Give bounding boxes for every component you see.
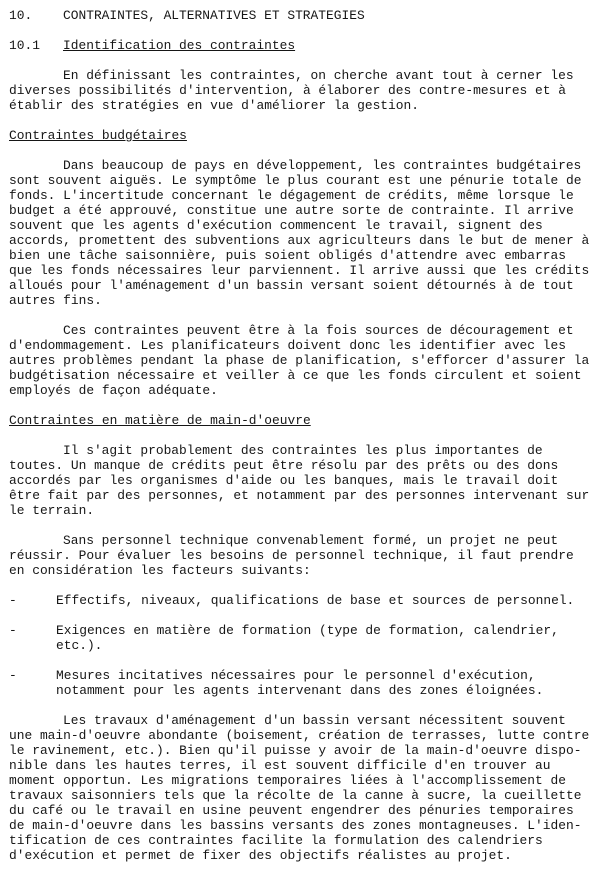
text-line: accordés par les organismes d'aide ou les banques, mais le travail doit [9, 473, 559, 488]
text-line: Ces contraintes peuvent être à la fois sources de découragement et [63, 323, 574, 338]
list-item-text: notamment pour les agents intervenant dans des zones éloignées. [56, 683, 544, 698]
text-line: Dans beaucoup de pays en développement, les contraintes budgétaires [63, 158, 582, 173]
text-line: d'endommagement. Les planificateurs doivent donc les identifier avec les [9, 338, 566, 353]
text-line: toutes. Un manque de crédits peut être résolu par des prêts ou des dons [9, 458, 559, 473]
list-item [9, 668, 589, 698]
list-item-text: Exigences en matière de formation (type de formation, calendrier, [56, 623, 559, 638]
section-number: 10. [9, 8, 33, 23]
text-line: du café ou le travail en usine peuvent engendrer des pénuries temporaires [9, 803, 574, 818]
text-line: nible dans les hautes terres, il est souvent difficile d'en trouver au [9, 758, 551, 773]
text-line: alloués pour l'aménagement d'un bassin versant soient détournés à de tout [9, 278, 574, 293]
text-line: que les fonds nécessaires leur parviennent. Il arrive aussi que les crédits [9, 263, 590, 278]
budget-paragraph-1 [9, 158, 589, 308]
text-line: de main-d'oeuvre dans les bassins versants des zones montagneuses. L'iden- [9, 818, 582, 833]
text-line: réussir. Pour évaluer les besoins de personnel technique, il faut prendre [9, 548, 574, 563]
text-line: budgétisation nécessaire et veiller à ce que les fonds circulent et soient [9, 368, 582, 383]
text-line: Les travaux d'aménagement d'un bassin versant nécessitent souvent [63, 713, 566, 728]
text-line: Il s'agit probablement des contraintes les plus importantes de [63, 443, 543, 458]
text-line: bien une tâche saisonnière, puis soient obligés d'attendre avec embarras [9, 248, 566, 263]
text-line: Sans personnel technique convenablement formé, un projet ne peut [63, 533, 559, 548]
text-line: sont souvent aiguës. Le symptôme le plus courant est une pénurie totale de [9, 173, 582, 188]
text-line: être fait par des personnes, et notamment par des personnes intervenant sur [9, 488, 590, 503]
text-line: d'exécution et permet de fixer des objectifs réalistes au projet. [9, 848, 512, 863]
text-line: une main-d'oeuvre abondante (boisement, création de terrasses, lutte contre [9, 728, 590, 743]
text-line: employés de façon adéquate. [9, 383, 218, 398]
text-line: travaux saisonniers tels que la récolte de la canne à sucre, la cueillette [9, 788, 582, 803]
labor-paragraph-2 [9, 533, 589, 578]
list-item-text: Effectifs, niveaux, qualifications de base et sources de personnel. [56, 593, 575, 608]
subsection-title: Identification des contraintes [63, 38, 296, 53]
list-item [9, 623, 589, 653]
text-line: tification de ces contraintes facilite la formulation des calendriers [9, 833, 543, 848]
text-line: En définissant les contraintes, on cherche avant tout à cerner les [63, 68, 574, 83]
text-line: établir des stratégies en vue d'améliorer la gestion. [9, 98, 419, 113]
section-heading [9, 8, 589, 23]
list-item-text: Mesures incitatives nécessaires pour le personnel d'exécution, [56, 668, 536, 683]
text-line: diverses possibilités d'intervention, à élaborer des contre-mesures et à [9, 83, 566, 98]
budget-heading: Contraintes budgétaires [9, 128, 187, 143]
labor-paragraph-3 [9, 713, 589, 863]
intro-paragraph [9, 68, 589, 113]
list-item-text: etc.). [56, 638, 103, 653]
text-line: accords, promettent des subventions aux agriculteurs dans le but de mener à [9, 233, 590, 248]
text-line: budget a été approuvé, constitue une autre sorte de contrainte. Il arrive [9, 203, 574, 218]
document-page [9, 8, 589, 863]
text-line: autres fins. [9, 293, 102, 308]
bullet-dash: - [9, 623, 17, 638]
section-title: CONTRAINTES, ALTERNATIVES ET STRATEGIES [63, 8, 365, 23]
bullet-dash: - [9, 593, 17, 608]
text-line: le ravinement, etc.). Bien qu'il puisse y avoir de la main-d'oeuvre dispo- [9, 743, 582, 758]
text-line: moment opportun. Les migrations temporaires liées à l'accomplissement de [9, 773, 566, 788]
labor-paragraph-1 [9, 443, 589, 518]
subsection-number: 10.1 [9, 38, 40, 53]
text-line: en considération les facteurs suivants: [9, 563, 311, 578]
list-item [9, 593, 589, 608]
factor-list [9, 593, 589, 713]
budget-paragraph-2 [9, 323, 589, 398]
subsection-heading [9, 38, 589, 53]
labor-heading: Contraintes en matière de main-d'oeuvre [9, 413, 311, 428]
text-line: fonds. L'incertitude concernant le dégagement de crédits, même lorsque le [9, 188, 574, 203]
bullet-dash: - [9, 668, 17, 683]
text-line: le terrain. [9, 503, 95, 518]
text-line: souvent que les agents d'exécution commencent le travail, signent des [9, 218, 543, 233]
text-line: autres problèmes pendant la phase de planification, s'efforcer d'assurer la [9, 353, 590, 368]
